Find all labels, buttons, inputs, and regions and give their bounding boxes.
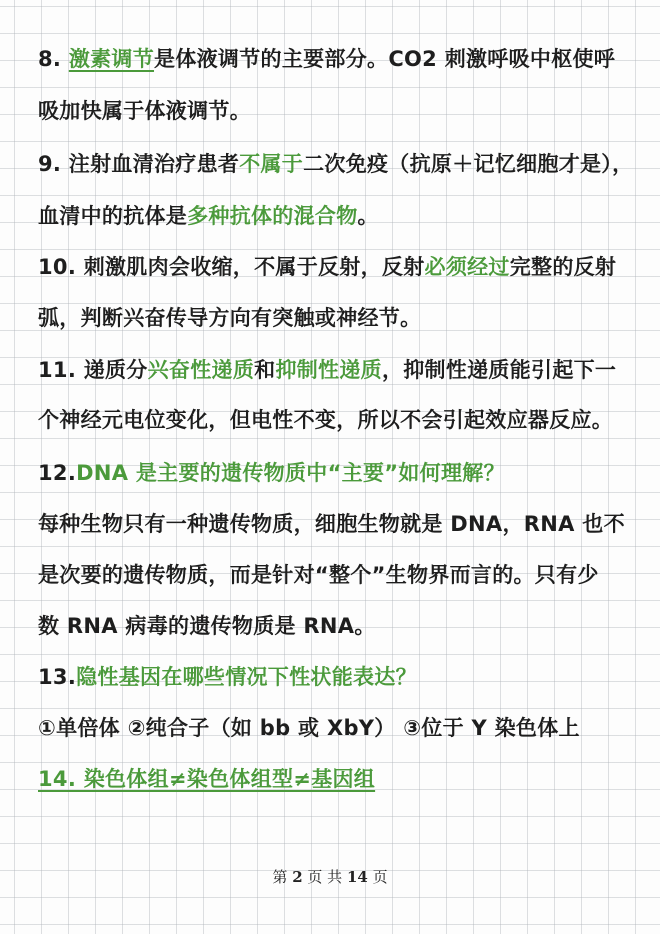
item-12-question xyxy=(38,458,505,488)
footer-label-mid: 页 共 xyxy=(302,868,347,886)
item-13-question-text: 隐性基因在哪些情况下性状能表达？ xyxy=(76,665,417,689)
item-11-highlight-excitatory: 兴奋性递质 xyxy=(147,358,255,382)
item-10-highlight: 必须经过 xyxy=(424,255,510,279)
item-10-line-2: 弧，判断兴奋传导方向有突触或神经节。 xyxy=(38,306,422,330)
item-8-text: 是体液调节的主要部分。CO2 刺激呼吸中枢使呼 xyxy=(154,47,616,71)
item-8-line-2: 吸加快属于体液调节。 xyxy=(38,99,251,123)
item-9-line-1 xyxy=(38,149,633,179)
item-10-text-rest: 完整的反射 xyxy=(509,255,617,279)
item-8-number: 8. xyxy=(38,47,69,71)
item-12-question-text: DNA 是主要的遗传物质中“主要”如何理解？ xyxy=(76,461,505,485)
item-10-text: 10. 刺激肌肉会收缩，不属于反射，反射 xyxy=(38,255,425,279)
footer-label-end: 页 xyxy=(367,868,388,886)
page-footer xyxy=(0,866,660,887)
item-11-line-1 xyxy=(38,355,616,385)
item-14-heading: 14. 染色体组≠染色体组型≠基因组 xyxy=(38,767,376,791)
footer-total-pages: 14 xyxy=(346,868,368,886)
item-13-number: 13. xyxy=(38,665,77,689)
item-11-text: 11. 递质分 xyxy=(38,358,148,382)
item-9-line-2-end: 。 xyxy=(357,204,379,228)
item-12-number: 12. xyxy=(38,461,77,485)
item-9-line-2 xyxy=(38,201,379,231)
item-9-highlight: 不属于 xyxy=(239,152,304,176)
item-9-text-rest: 二次免疫（抗原＋记忆细胞才是）， xyxy=(303,152,634,176)
item-11-highlight-inhibitory: 抑制性递质 xyxy=(275,358,382,382)
item-9-text: 9. 注射血清治疗患者 xyxy=(38,152,240,176)
item-12-answer-line-3: 数 RNA 病毒的遗传物质是 RNA。 xyxy=(38,614,376,638)
item-12-answer-line-2: 是次要的遗传物质，而是针对“整个”生物界而言的。只有少 xyxy=(38,563,599,587)
item-8-line-1 xyxy=(38,44,615,74)
item-9-line-2-highlight: 多种抗体的混合物 xyxy=(187,204,358,228)
item-11-line-2: 个神经元电位变化，但电性不变，所以不会引起效应器反应。 xyxy=(38,408,614,432)
footer-label: 第 xyxy=(272,868,293,886)
item-13-answer: ①单倍体 ②纯合子（如 bb 或 XbY） ③位于 Y 染色体上 xyxy=(38,716,580,740)
item-11-and: 和 xyxy=(254,358,276,382)
item-11-text-rest: ，抑制性递质能引起下一 xyxy=(381,358,617,382)
item-12-answer-line-1: 每种生物只有一种遗传物质，细胞生物就是 DNA，RNA 也不 xyxy=(38,512,625,536)
item-8-highlight: 激素调节 xyxy=(68,47,155,71)
footer-page-number: 2 xyxy=(292,868,303,886)
item-10-line-1 xyxy=(38,252,616,282)
item-9-line-2-text: 血清中的抗体是 xyxy=(38,204,188,228)
item-13-question xyxy=(38,662,417,692)
